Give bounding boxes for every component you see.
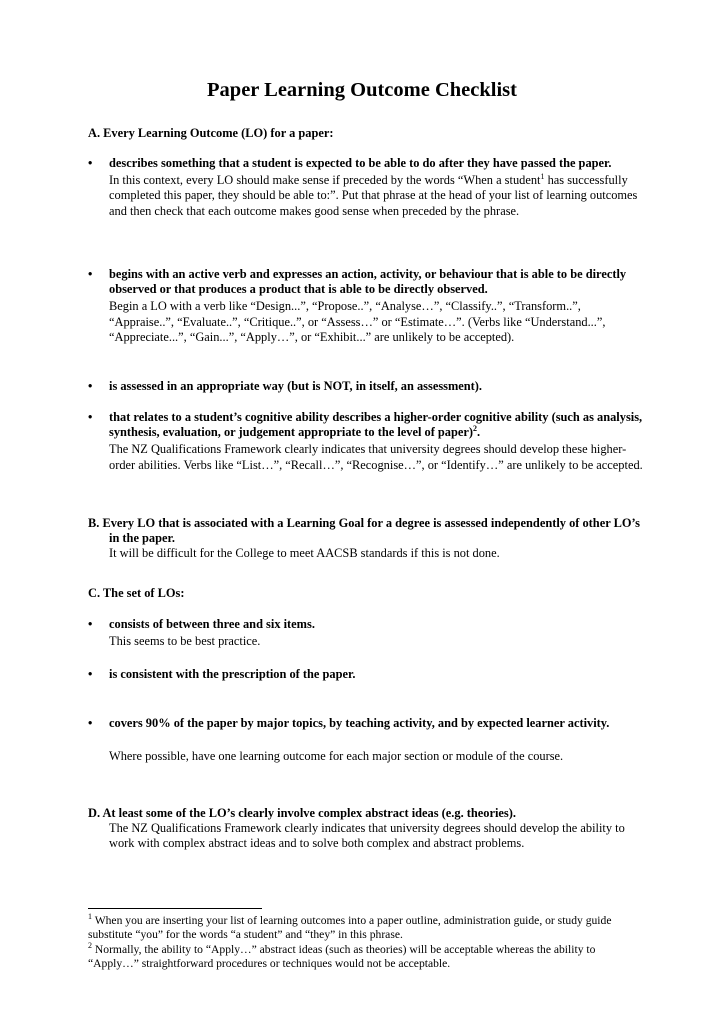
footnote-mark: 1 (88, 912, 92, 921)
section-a-item-4 (88, 410, 648, 473)
item-criterion: consists of between three and six items. (109, 617, 315, 631)
bullet: • (88, 156, 93, 170)
section-a-item-1 (88, 156, 648, 219)
bullet: • (88, 667, 93, 681)
footnote-separator (88, 908, 262, 909)
section-c-item-1 (88, 617, 648, 649)
footnote-mark: 2 (88, 941, 92, 950)
item-criterion: is assessed in an appropriate way (but is NOT, in itself, an assessment). (109, 379, 483, 393)
section-d (88, 806, 648, 852)
item-description: In this context, every LO should make sense if preceded by the words “When a student$^1$ has successfully completed this paper, they should be able to:”. Put that phrase at the head of your list of learning outcomes and then check that each outcome makes good sense when preceded by the phrase. (109, 172, 638, 218)
section-d-heading: D. At least some of the LO’s clearly involve complex abstract ideas (e.g. theories). (88, 806, 516, 820)
section-d-description: The NZ Qualifications Framework clearly indicates that university degrees should develop the ability to work with complex abstract ideas and to solve both complex and abstract problems. (109, 821, 625, 851)
footnote-ref-2: 2 (473, 424, 478, 434)
footnote-2: $^2$ Normally, the ability to “Apply…” abstract ideas (such as theories) will be acceptable whereas the ability to “Apply…” straightforward procedures or techniques would not be acceptable. (88, 941, 596, 970)
bullet: • (88, 410, 93, 424)
item-description: The NZ Qualifications Framework clearly indicates that university degrees should develop these higher-order abilities. Verbs like “List…”, “Recall…”, “Recognise…”, or “Identify…” are unlikely to be accepted. (109, 442, 643, 472)
bullet: • (88, 267, 93, 281)
footnote-1: $^1$ When you are inserting your list of learning outcomes into a paper outline, administration guide, or study guide substitute “you” for the words “a student” and “they” in this phrase. (88, 912, 612, 941)
section-c-heading: C. The set of LOs: (88, 586, 185, 600)
bullet: • (88, 379, 93, 393)
item-criterion: covers 90% of the paper by major topics, by teaching activity, and by expected learner activity. (109, 716, 610, 730)
section-c-item-2 (88, 667, 648, 682)
section-a-item-3 (88, 379, 648, 394)
section-c-item-3 (88, 716, 648, 764)
section-b-description: It will be difficult for the College to meet AACSB standards if this is not done. (109, 546, 500, 561)
section-a-item-2 (88, 267, 648, 345)
item-description: Where possible, have one learning outcome for each major section or module of the course. (109, 749, 564, 764)
item-criterion: that relates to a student’s cognitive ability describes a higher-order cognitive ability (such as analysis, synthesis, evaluation, or judgement appropriate to the level of paper)$^2$. (109, 410, 643, 440)
item-criterion: describes something that a student is expected to be able to do after they have passed the paper. (109, 156, 612, 170)
item-criterion: begins with an active verb and expresses an action, activity, or behaviour that is able to be directly observed or that produces a product that is able to be directly observed. (109, 267, 627, 297)
section-b (88, 516, 648, 562)
item-description: This seems to be best practice. (109, 634, 261, 649)
bullet: • (88, 617, 93, 631)
section-a-heading: A. Every Learning Outcome (LO) for a paper: (88, 126, 334, 140)
bullet: • (88, 716, 93, 730)
footnote-ref-1: 1 (540, 172, 545, 182)
item-criterion: is consistent with the prescription of the paper. (109, 667, 356, 681)
page-title: Paper Learning Outcome Checklist (207, 79, 517, 101)
section-b-heading: B. Every LO that is associated with a Learning Goal for a degree is assessed independently of other LO’s in the paper. (88, 516, 640, 546)
item-description: Begin a LO with a verb like “Design...”, “Propose..”, “Analyse…”, “Classify..”, “Transform..”, “Appraise..”, “Evaluate..”, “Critique..”, or “Assess…” or “Estimate…”. (Verbs like “Understand...”, “Appreciate...”, “Gain...”, “Apply…”, or “Exhibit...” are unlikely to be accepted). (109, 299, 606, 344)
